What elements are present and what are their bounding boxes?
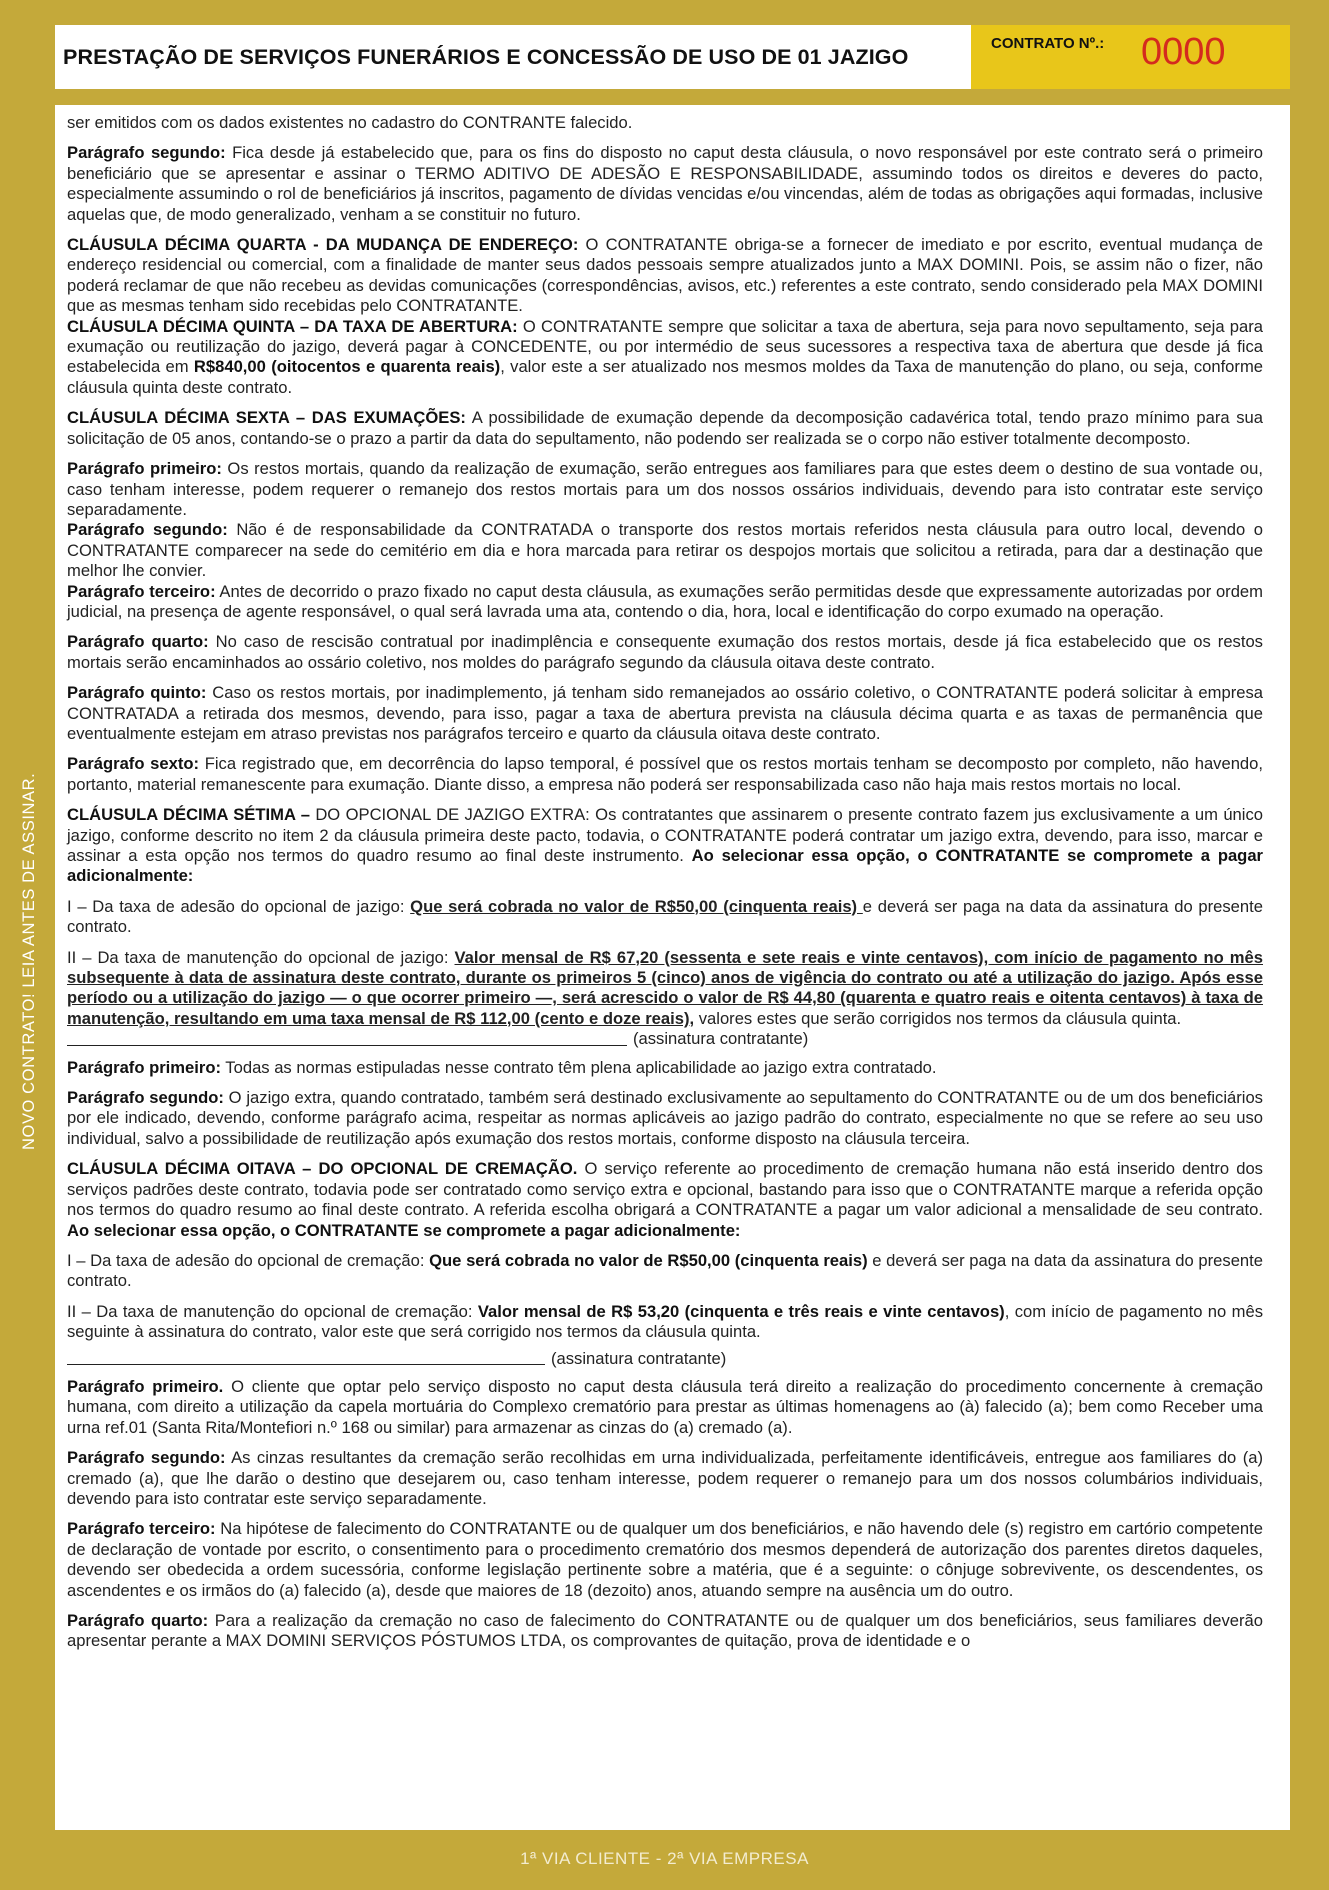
paragraph-text: As cinzas resultantes da cremação serão recolhidas em urna individualizada, perfeitamente identificáveis, entregue aos familiares do (a) cremado (a), que lhe darão o destino que desejarem ou, caso tenham interesse, podem requerer o remanejo para um dos nossos columbários individuais, devendo para isto contratar este serviço separadamente. <box>67 1448 1263 1508</box>
clause-17 <box>67 805 1263 887</box>
paragraph <box>67 582 1263 623</box>
paragraph-text: Todas as normas estipuladas nesse contrato têm plena aplicabilidade ao jazigo extra contratado. <box>221 1057 937 1077</box>
paragraph-label: Parágrafo primeiro: <box>67 1057 221 1077</box>
paragraph-text: I – Da taxa de adesão do opcional de cremação: <box>67 1250 430 1270</box>
paragraph <box>67 1611 1263 1652</box>
paragraph-text: valores estes que serão corrigidos nos termos da cláusula quinta. <box>694 1008 1182 1028</box>
clause-heading: CLÁUSULA DÉCIMA SEXTA – DAS EXUMAÇÕES: <box>67 408 466 428</box>
paragraph-text: Para a realização da cremação no caso de falecimento do CONTRATANTE ou de qualquer um dos beneficiários, seus familiares deverão apresentar perante a MAX DOMINI SERVIÇOS PÓSTUMOS LTDA, os comprovantes de quitação, prova de identidade e o <box>67 1611 1263 1651</box>
contract-number-box <box>971 25 1290 89</box>
document-title: PRESTAÇÃO DE SERVIÇOS FUNERÁRIOS E CONCESSÃO DE USO DE 01 JAZIGO <box>63 44 909 69</box>
contract-number: 0000 <box>1141 31 1226 73</box>
paragraph-label: Parágrafo quarto: <box>67 632 209 652</box>
paragraph-text: DO OPCIONAL DE JAZIGO EXTRA: Os contratantes que assinarem o presente contrato fazem jus exclusivamente a um único jazigo, conforme descrito no item 2 da cláusula primeira deste pacto, todavia, o CONTRATANTE poderá contratar um jazigo extra, devendo, para isso, marcar e assinar a esta opção nos termos do quadro resumo ao final deste instrumento. <box>67 805 1263 865</box>
paragraph <box>67 754 1263 795</box>
paragraph-text: e deverá ser paga na data da assinatura do presente contrato. <box>67 896 1263 937</box>
signature-caption: (assinatura contratante) <box>633 1029 809 1049</box>
signature-rule <box>67 1044 627 1046</box>
signature-caption: (assinatura contratante) <box>551 1348 727 1368</box>
signature-rule <box>67 1363 545 1365</box>
clause-heading: CLÁUSULA DÉCIMA OITAVA – DO OPCIONAL DE CREMAÇÃO. <box>67 1159 578 1179</box>
paragraph <box>67 948 1263 1030</box>
paragraph <box>67 520 1263 581</box>
paragraph-label: Parágrafo terceiro: <box>67 1519 216 1539</box>
paragraph-text: Os restos mortais, quando da realização de exumação, serão entregues aos familiares para que estes deem o destino de sua vontade ou, caso tenham interesse, podem requerer o remanejo dos restos mortais para um dos nossos ossários individuais, devendo para isto contratar este serviço separadamente. <box>67 459 1263 519</box>
document-header <box>55 25 1290 89</box>
paragraph-label: Parágrafo sexto: <box>67 754 200 774</box>
signature-line-2 <box>67 1349 1263 1369</box>
paragraph <box>67 1302 1263 1343</box>
paragraph-text: Antes de decorrido o prazo fixado no caput desta cláusula, as exumações serão permitidas desde que expressamente autorizadas por ordem judicial, na presença de agente responsável, o qual será lavrada uma ata, contendo o dia, hora, local e identificação do corpo exumado na operação. <box>67 581 1263 621</box>
paragraph-text: I – Da taxa de adesão do opcional de jazigo: <box>67 896 411 916</box>
paragraph-text: , com início de pagamento no mês seguinte à assinatura do contrato, valor este que será corrigido nos termos da cláusula quinta. <box>67 1301 1264 1342</box>
clause-heading: CLÁUSULA DÉCIMA QUARTA - DA MUDANÇA DE ENDEREÇO: <box>67 235 579 255</box>
paragraph-text: II – Da taxa de manutenção do opcional de jazigo: <box>67 947 455 967</box>
paragraph-label: Parágrafo segundo: <box>67 1088 224 1108</box>
paragraph-label: Parágrafo segundo: <box>67 520 228 540</box>
paragraph-text: O serviço referente ao procedimento de cremação humana não está inserido dentro dos serviços padrões deste contrato, todavia pode ser contratado como serviço extra e opcional, bastando para isso que o CONTRATANTE marque a referida opção nos termos do quadro resumo ao final deste contrato. A referida escolha obrigará a CONTRATANTE a pagar um valor adicional a mensalidade de seu contrato. <box>67 1159 1263 1220</box>
paragraph <box>67 143 1263 225</box>
clause-15 <box>67 317 1263 399</box>
clause-heading: CLÁUSULA DÉCIMA QUINTA – DA TAXA DE ABERTURA: <box>67 316 518 336</box>
paragraph-label: Parágrafo quinto: <box>67 683 207 703</box>
paragraph-label: Parágrafo quarto: <box>67 1611 209 1630</box>
paragraph-text: Não é de responsabilidade da CONTRATADA o transporte dos restos mortais referidos nesta cláusula para outro local, devendo o CONTRATANTE comparecer na sede do cemitério em dia e hora marcada para retirar os despojos mortais que solicitou a retirada, para dar a destinação que melhor lhe convier. <box>67 520 1263 581</box>
footer-copies-note: 1ª VIA CLIENTE - 2ª VIA EMPRESA <box>520 1849 809 1868</box>
paragraph-text: O CONTRATANTE obriga-se a fornecer de imediato e por escrito, eventual mudança de endereço residencial ou comercial, com a finalidade de manter seus dados pessoais sempre atualizados junto a MAX DOMINI. Pois, se assim não o fizer, não poderá reclamar de que não recebeu as devidas comunicações (correspondências, avisos, etc.) referentes a este contrato, sendo considerado pela MAX DOMINI que as mesmas tenham sido recebidas pelo CONTRATANTE. <box>67 235 1263 316</box>
paragraph <box>67 1448 1263 1509</box>
paragraph-text: O CONTRATANTE sempre que solicitar a taxa de abertura, seja para novo sepultamento, seja para exumação ou reutilização do jazigo, deverá pagar à CONCEDENTE, ou por intermédio de seus sucessores a respectiva taxa de abertura que desde já fica estabelecida em <box>67 316 1263 377</box>
paragraph <box>67 459 1263 520</box>
paragraph-text: O jazigo extra, quando contratado, também será destinado exclusivamente ao sepultamento do CONTRATANTE ou de um dos beneficiários por ele indicado, devendo, conforme parágrafo acima, respeitar as normas aplicáveis ao jazigo padrão do contrato, especialmente no que se refere ao seu uso individual, salvo a possibilidade de reutilização após exumação dos restos mortais, conforme disposto na cláusula terceira. <box>67 1088 1263 1148</box>
paragraph-label: Parágrafo segundo: <box>67 1448 226 1468</box>
paragraph-text: Fica registrado que, em decorrência do lapso temporal, é possível que os restos mortais tenham se decomposto por completo, não havendo, portanto, material remanescente para exumação. Diante disso, a empresa não poderá ser responsabilizada caso não haja mais restos mortais no local. <box>67 754 1263 794</box>
paragraph-emphasis: Ao selecionar essa opção, o CONTRATANTE se compromete a pagar adicionalmente: <box>67 1220 741 1240</box>
paragraph-emphasis: Valor mensal de R$ 53,20 (cinquenta e três reais e vinte centavos) <box>477 1301 1005 1321</box>
paragraph <box>67 1251 1263 1292</box>
paragraph <box>67 683 1263 744</box>
paragraph-label: Parágrafo primeiro. <box>67 1376 224 1396</box>
paragraph <box>67 632 1263 673</box>
side-notice: NOVO CONTRATO! LEIA ANTES DE ASSINAR. <box>20 772 38 1150</box>
signature-line-1 <box>67 1029 1263 1049</box>
paragraph-emphasis: Que será cobrada no valor de R$50,00 (cinquenta reais) <box>410 896 863 916</box>
contract-text <box>67 113 1263 1662</box>
document-body <box>55 105 1290 1830</box>
paragraph <box>67 1058 1263 1078</box>
paragraph-label: Parágrafo terceiro: <box>67 581 216 601</box>
clause-18 <box>67 1159 1263 1241</box>
paragraph-emphasis: Ao selecionar essa opção, o CONTRATANTE se compromete a pagar adicionalmente: <box>67 846 1264 886</box>
paragraph-text: Na hipótese de falecimento do CONTRATANTE ou de qualquer um dos beneficiários, e não havendo dele (s) registro em cartório competente de declaração de vontade por escrito, o consentimento para o procedimento crematório dos mesmos dependerá de autorização dos parentes diretos daqueles, devendo ser obedecida a ordem sucessória, conforme legislação pertinente sobre a matéria, que é a seguinte: o cônjuge sobrevivente, os descendentes, os ascendentes e os irmãos do (a) falecido (a), desde que maiores de 18 (dezoito) anos, atuando sempre na ausência um do outro. <box>67 1519 1263 1600</box>
paragraph <box>67 897 1263 938</box>
paragraph-text: , valor este a ser atualizado nos mesmos moldes da Taxa de manutenção do plano, ou seja, conforme cláusula quinta deste contrato. <box>67 357 1263 397</box>
paragraph-text: No caso de rescisão contratual por inadimplência e consequente exumação dos restos mortais, desde já fica estabelecido que os restos mortais serão encaminhados ao ossário coletivo, nos moldes do parágrafo segundo da cláusula oitava deste contrato. <box>67 632 1263 672</box>
paragraph-label: Parágrafo primeiro: <box>67 459 222 479</box>
paragraph-text: O cliente que optar pelo serviço disposto no caput desta cláusula terá direito a realização do procedimento concernente à cremação humana, com direito a utilização da capela mortuária do Complexo crematório para prestar as últimas homenagens ao (à) falecido (a); bem como Receber uma urna ref.01 (Santa Rita/Montefiori n.º 168 ou similar) para armazenar as cinzas do (a) cremado (a). <box>67 1376 1263 1437</box>
paragraph-text: II – Da taxa de manutenção do opcional de cremação: <box>67 1301 478 1321</box>
paragraph <box>67 1377 1263 1438</box>
paragraph-text: ser emitidos com os dados existentes no cadastro do CONTRANTE falecido. <box>67 113 633 132</box>
contract-number-label: CONTRATO Nº.: <box>991 35 1105 52</box>
paragraph-emphasis: Valor mensal de R$ 67,20 (sessenta e sete reais e vinte centavos), com início de pagamento no mês subsequente à data de assinatura deste contrato, durante os primeiros 5 (cinco) anos de vigência do contrato ou até a utilização do jazigo. Após esse período ou a utilização do jazigo — o que ocorrer primeiro —, será acrescido o valor de R$ 44,80 (quarenta e quatro reais e oitenta centavos) à taxa de manutenção, resultando em uma taxa mensal de R$ 112,00 (cento e doze reais), <box>67 947 1263 1028</box>
clause-heading: CLÁUSULA DÉCIMA SÉTIMA – <box>67 805 310 825</box>
paragraph-emphasis: Que será cobrada no valor de R$50,00 (cinquenta reais) <box>429 1250 868 1270</box>
paragraph <box>67 1088 1263 1149</box>
clause-16 <box>67 408 1263 449</box>
clause-14 <box>67 235 1263 317</box>
paragraph-label: Parágrafo segundo: <box>67 143 226 163</box>
paragraph-emphasis: R$840,00 (oitocentos e quarenta reais) <box>193 357 501 377</box>
paragraph <box>67 113 1263 133</box>
paragraph-text: A possibilidade de exumação depende da decomposição cadavérica total, tendo prazo mínimo para sua solicitação de 05 anos, contando-se o prazo a partir da data do sepultamento, não podendo ser realizada se o corpo não estiver totalmente decomposto. <box>67 408 1263 448</box>
paragraph-text: e deverá ser paga na data da assinatura do presente contrato. <box>67 1250 1263 1291</box>
paragraph-text: Fica desde já estabelecido que, para os fins do disposto no caput desta cláusula, o novo responsável por este contrato será o primeiro beneficiário que se apresentar e assinar o TERMO ADITIVO DE ADESÃO E RESPONSABILIDADE, assumindo todos os direitos e deveres do pacto, especialmente assumindo o rol de beneficiários já inscritos, pagamento de dívidas vencidas e/ou vincendas, além de todas as obrigações aqui formadas, inclusive aquelas que, de modo generalizado, venham a se constituir no futuro. <box>67 143 1263 224</box>
paragraph <box>67 1519 1263 1601</box>
paragraph-text: Caso os restos mortais, por inadimplemento, já tenham sido remanejados ao ossário coletivo, o CONTRATANTE poderá solicitar à empresa CONTRATADA a retirada dos mesmos, devendo, para isso, pagar a taxa de abertura prevista na cláusula décima quarta e as taxas de permanência que eventualmente estejam em atraso previstas nos parágrafos terceiro e quarto da cláusula oitava deste contrato. <box>67 683 1263 743</box>
